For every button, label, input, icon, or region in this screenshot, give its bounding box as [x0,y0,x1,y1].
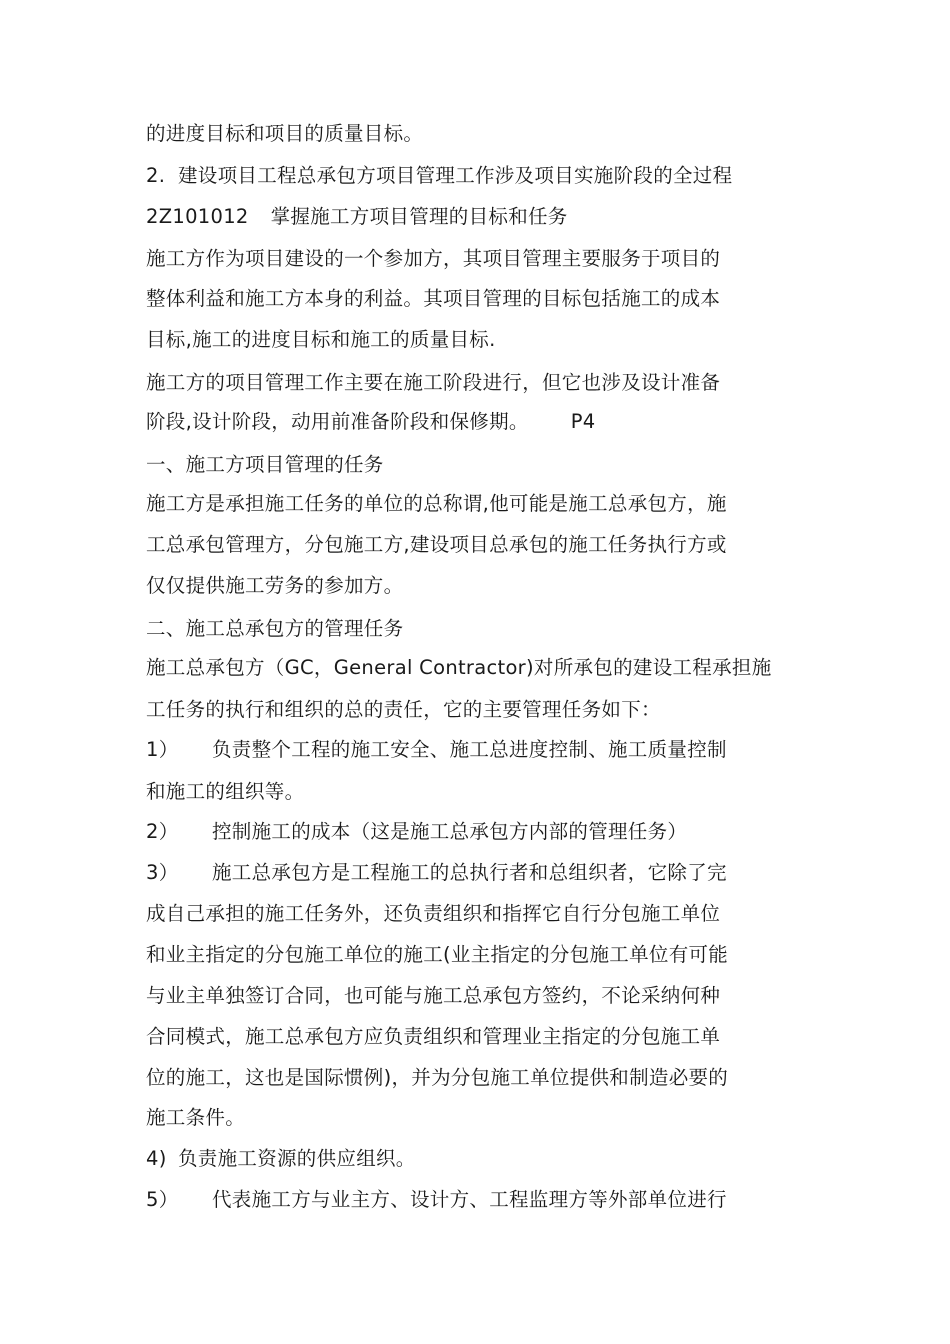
line-text: 施工条件。 [146,1106,246,1129]
text-line [146,943,826,967]
list-number: 1） [146,738,179,761]
list-number: 4) [146,1147,167,1170]
section-code: 2Z101012 [146,205,249,228]
text-line [146,1066,826,1090]
section-title: 二、施工总承包方的管理任务 [146,617,404,640]
text-line [146,328,826,352]
page-reference: P4 [570,410,596,433]
line-text: 施工方是承担施工任务的单位的总称谓,他可能是施工总承包方，施 [146,492,727,515]
line-text: 施工总承包方（GC，General Contractor)对所承包的建设工程承担施 [146,656,772,679]
line-text: 目标,施工的进度目标和施工的质量目标. [146,328,496,351]
line-text: 与业主单独签订合同，也可能与施工总承包方签约，不论采纳何种 [146,984,721,1007]
line-text: 整体利益和施工方本身的利益。其项目管理的目标包括施工的成本 [146,287,721,310]
line-text: 仅仅提供施工劳务的参加方。 [146,574,404,597]
section-heading [146,453,826,477]
line-number: 2. [146,164,166,187]
line-text: 施工方的项目管理工作主要在施工阶段进行，但它也涉及设计准备 [146,371,721,394]
text-line [146,533,826,557]
text-line [146,902,826,926]
line-text: 建设项目工程总承包方项目管理工作涉及项目实施阶段的全过程 [178,164,733,187]
list-item [146,1188,826,1212]
list-number: 2） [146,820,179,843]
line-text: 成自己承担的施工任务外，还负责组织和指挥它自行分包施工单位 [146,902,721,925]
line-text: 合同模式，施工总承包方应负责组织和管理业主指定的分包施工单 [146,1025,721,1048]
list-item-text: 负责整个工程的施工安全、施工总进度控制、施工质量控制 [212,738,727,761]
text-line [146,492,826,516]
section-title: 掌握施工方项目管理的目标和任务 [270,205,568,228]
list-number: 5） [146,1188,179,1211]
list-item [146,1147,826,1171]
list-item-text: 代表施工方与业主方、设计方、工程监理方等外部单位进行 [212,1188,727,1211]
section-heading [146,617,826,641]
text-line [146,371,826,395]
list-item [146,738,826,762]
text-line [146,984,826,1008]
text-line [146,122,826,146]
text-line [146,1025,826,1049]
text-line [146,1106,826,1130]
section-heading [146,205,826,229]
line-text: 和业主指定的分包施工单位的施工(业主指定的分包施工单位有可能 [146,943,729,966]
numbered-line [146,164,826,188]
line-text: 位的施工，这也是国际惯例)，并为分包施工单位提供和制造必要的 [146,1066,729,1089]
section-title: 一、施工方项目管理的任务 [146,453,384,476]
line-text: 和施工的组织等。 [146,780,305,803]
text-line [146,410,826,434]
list-item [146,861,826,885]
list-item-text: 控制施工的成本（这是施工总承包方内部的管理任务） [212,820,688,843]
line-text: 的进度目标和项目的质量目标。 [146,122,424,145]
line-text: 施工方作为项目建设的一个参加方，其项目管理主要服务于项目的 [146,247,721,270]
list-number: 3） [146,861,179,884]
list-item-text: 负责施工资源的供应组织。 [178,1147,416,1170]
line-text: 工任务的执行和组织的总的责任，它的主要管理任务如下： [146,698,661,721]
list-item-text: 施工总承包方是工程施工的总执行者和总组织者，它除了完 [212,861,727,884]
text-line [146,780,826,804]
text-line [146,574,826,598]
text-line [146,287,826,311]
text-line [146,247,826,271]
line-text: 阶段,设计阶段，动用前准备阶段和保修期。 [146,410,529,433]
text-line [146,698,826,722]
list-item [146,820,826,844]
text-line [146,656,826,680]
line-text: 工总承包管理方，分包施工方,建设项目总承包的施工任务执行方或 [146,533,727,556]
